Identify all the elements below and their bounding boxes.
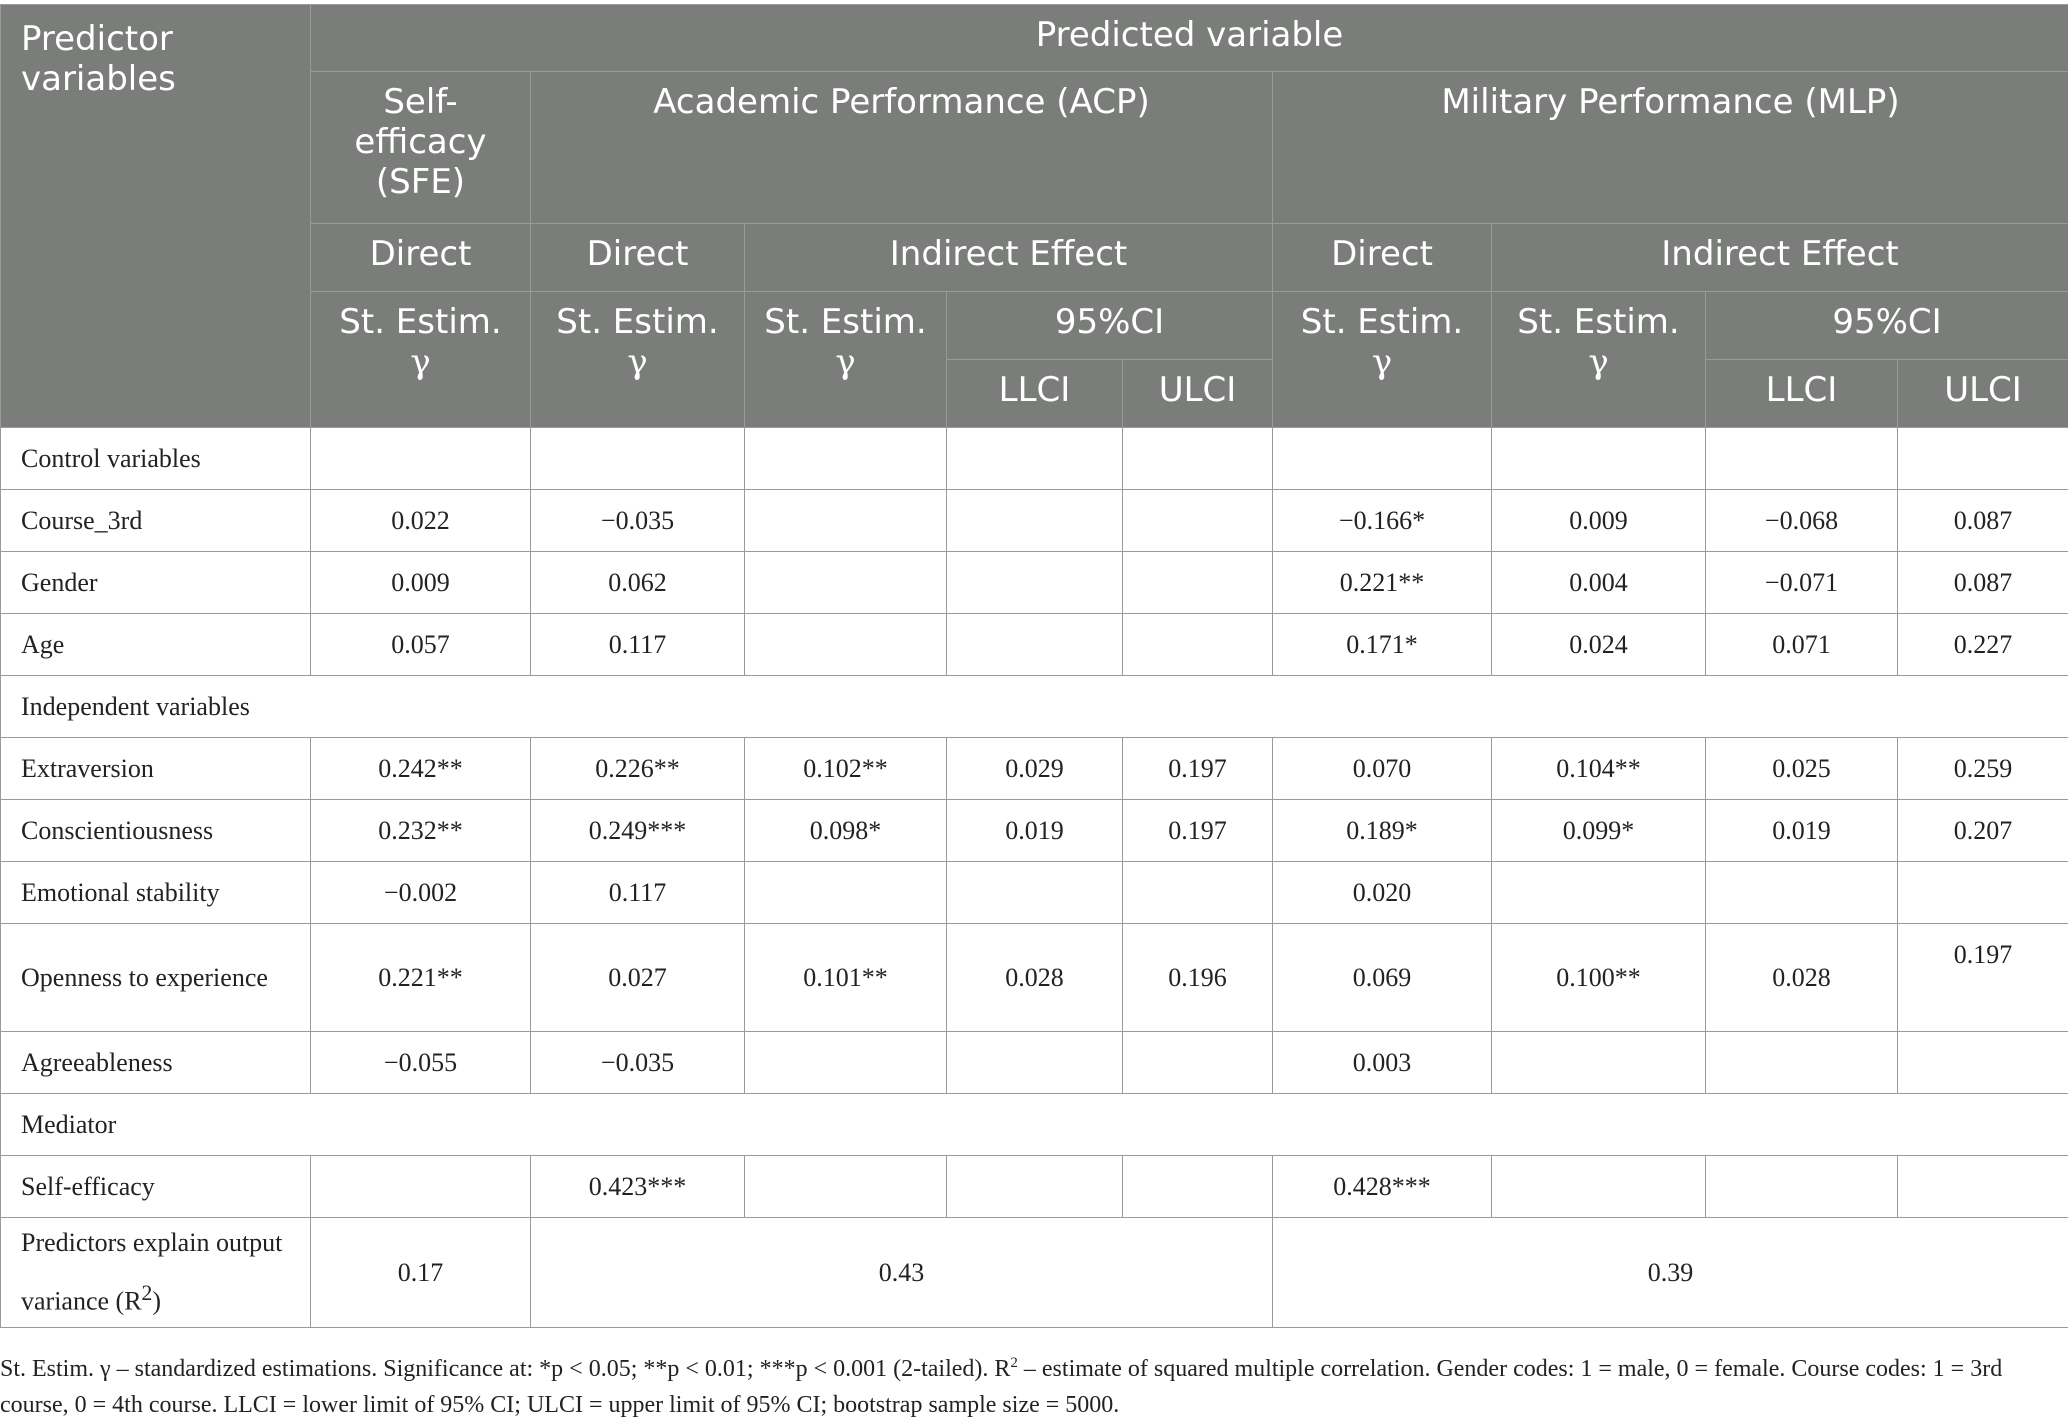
cell-acp-indirect [745,552,947,614]
cell-acp-direct: 0.027 [531,924,745,1032]
table-row [1,738,2068,800]
cell-mlp-ulci [1898,1032,2068,1094]
table-body [1,428,2068,1328]
cell-acp-indirect: 0.102** [745,738,947,800]
section-row [1,1094,2068,1156]
cell-mlp-llci: −0.071 [1706,552,1898,614]
table-row [1,862,2068,924]
cell-mlp-direct: 0.221** [1273,552,1492,614]
cell-acp-direct: 0.117 [531,614,745,676]
header-mlp-direct: Direct [1273,224,1492,292]
table-footnote: St. Estim. γ – standardized estimations. Significance at: *p < 0.05; **p < 0.01; ***p < 0.001 (2-tailed). $R^2$ – estimate of squared multiple correlation. Gender codes: 1 = male, 0 = female. Course codes: 1 = 3rd course, 0 = 4th course. LLCI = lower limit of 95% CI; ULCI = upper limit of 95% CI; bootstrap sample size = 5000. [0,1345,2060,1423]
row-label: Extraversion [1,738,311,800]
table-row [1,614,2068,676]
section-label: Mediator [1,1094,2068,1156]
cell-acp-direct: 0.117 [531,862,745,924]
cell-acp-direct: 0.062 [531,552,745,614]
header-mlp-llci: LLCI [1706,360,1898,428]
cell-acp-indirect [745,1032,947,1094]
cell-sfe [311,1156,531,1218]
cell-acp-ulci [1123,1156,1273,1218]
cell-sfe: −0.002 [311,862,531,924]
row-label: Age [1,614,311,676]
cell-mlp-direct: 0.171* [1273,614,1492,676]
cell-acp-ulci: 0.196 [1123,924,1273,1032]
cell-mlp-ulci: 0.087 [1898,552,2068,614]
cell-acp-ulci: 0.197 [1123,800,1273,862]
cell-mlp-indirect: 0.104** [1492,738,1706,800]
cell-acp-llci [947,614,1123,676]
cell-sfe: 0.232** [311,800,531,862]
r2-row [1,1218,2068,1328]
cell-mlp-direct: 0.070 [1273,738,1492,800]
cell-acp-indirect: 0.098* [745,800,947,862]
cell-mlp-direct: 0.428*** [1273,1156,1492,1218]
cell-acp-llci [947,552,1123,614]
cell-mlp-llci: 0.025 [1706,738,1898,800]
header-mlp: Military Performance (MLP) [1273,72,2068,224]
header-mlp-ulci: ULCI [1898,360,2068,428]
r2-mlp: 0.39 [1273,1218,2068,1328]
cell-mlp-direct: −0.166* [1273,490,1492,552]
cell-mlp-ulci: 0.087 [1898,490,2068,552]
header-acp-ulci: ULCI [1123,360,1273,428]
cell-mlp-llci [1706,862,1898,924]
cell-acp-direct: −0.035 [531,1032,745,1094]
header-mlp-ci: 95%CI [1706,292,2068,360]
cell-acp-direct: 0.226** [531,738,745,800]
cell-acp-direct: −0.035 [531,490,745,552]
header-sfe-estim: St. Estim. γ [311,292,531,428]
header-predicted-variable: Predicted variable [311,5,2068,72]
row-label: Gender [1,552,311,614]
table-row [1,552,2068,614]
cell-mlp-llci: −0.068 [1706,490,1898,552]
table-row [1,490,2068,552]
section-label: Independent variables [1,676,2068,738]
cell-mlp-ulci: 0.227 [1898,614,2068,676]
cell-acp-llci [947,862,1123,924]
cell-mlp-indirect: 0.024 [1492,614,1706,676]
r2-label: Predictors explain output variance $(R^2)$ [1,1218,311,1328]
cell-sfe: 0.242** [311,738,531,800]
header-mlp-indirect-estim: St. Estim. γ [1492,292,1706,428]
cell-acp-direct: 0.423*** [531,1156,745,1218]
table-row [1,1032,2068,1094]
cell-acp-indirect [745,490,947,552]
header-acp-llci: LLCI [947,360,1123,428]
cell-acp-llci [947,1032,1123,1094]
r2-sfe: 0.17 [311,1218,531,1328]
cell-mlp-direct: 0.020 [1273,862,1492,924]
cell-mlp-direct: 0.189* [1273,800,1492,862]
cell-sfe: −0.055 [311,1032,531,1094]
cell-mlp-direct: 0.003 [1273,1032,1492,1094]
cell-mlp-llci [1706,1032,1898,1094]
cell-acp-ulci [1123,1032,1273,1094]
cell-acp-ulci: 0.197 [1123,738,1273,800]
cell-sfe: 0.221** [311,924,531,1032]
row-label: Conscientiousness [1,800,311,862]
cell-acp-llci [947,490,1123,552]
header-acp: Academic Performance (ACP) [531,72,1273,224]
row-label: Self-efficacy [1,1156,311,1218]
cell-sfe: 0.022 [311,490,531,552]
cell-sfe: 0.009 [311,552,531,614]
cell-acp-ulci [1123,862,1273,924]
cell-mlp-indirect: 0.009 [1492,490,1706,552]
cell-mlp-llci: 0.028 [1706,924,1898,1032]
cell-mlp-indirect: 0.100** [1492,924,1706,1032]
cell-sfe: 0.057 [311,614,531,676]
cell-acp-ulci [1123,552,1273,614]
cell-mlp-ulci: 0.197 [1898,924,2068,1032]
cell-mlp-indirect [1492,1156,1706,1218]
header-sfe-direct: Direct [311,224,531,292]
cell-mlp-llci [1706,1156,1898,1218]
cell-acp-llci: 0.028 [947,924,1123,1032]
cell-mlp-direct: 0.069 [1273,924,1492,1032]
cell-acp-llci [947,1156,1123,1218]
table-row [1,924,2068,1032]
cell-acp-ulci [1123,490,1273,552]
header-mlp-indirect: Indirect Effect [1492,224,2068,292]
section-row [1,428,2068,490]
section-row [1,676,2068,738]
table-row [1,1156,2068,1218]
row-label: Course_3rd [1,490,311,552]
cell-mlp-ulci: 0.207 [1898,800,2068,862]
cell-mlp-indirect [1492,862,1706,924]
cell-acp-llci: 0.029 [947,738,1123,800]
row-label: Agreeableness [1,1032,311,1094]
cell-acp-llci: 0.019 [947,800,1123,862]
row-label: Emotional stability [1,862,311,924]
cell-acp-direct: 0.249*** [531,800,745,862]
header-sfe: Self-efficacy (SFE) [311,72,531,224]
header-acp-ci: 95%CI [947,292,1273,360]
cell-mlp-indirect: 0.004 [1492,552,1706,614]
cell-acp-indirect: 0.101** [745,924,947,1032]
cell-acp-ulci [1123,614,1273,676]
header-mlp-direct-estim: St. Estim. γ [1273,292,1492,428]
cell-mlp-llci: 0.071 [1706,614,1898,676]
cell-mlp-ulci [1898,1156,2068,1218]
header-predictor-variables: Predictor variables [1,5,311,428]
header-acp-indirect: Indirect Effect [745,224,1273,292]
cell-acp-indirect [745,614,947,676]
cell-acp-indirect [745,1156,947,1218]
cell-mlp-ulci: 0.259 [1898,738,2068,800]
header-acp-direct-estim: St. Estim. γ [531,292,745,428]
section-label: Control variables [1,428,311,490]
cell-mlp-indirect [1492,1032,1706,1094]
r2-acp: 0.43 [531,1218,1273,1328]
table-row [1,800,2068,862]
header-acp-direct: Direct [531,224,745,292]
table-header [1,5,2068,428]
cell-mlp-llci: 0.019 [1706,800,1898,862]
cell-mlp-ulci [1898,862,2068,924]
header-acp-indirect-estim: St. Estim. γ [745,292,947,428]
cell-mlp-indirect: 0.099* [1492,800,1706,862]
results-table [0,4,2068,1328]
cell-acp-indirect [745,862,947,924]
row-label: Openness to experience [1,924,311,1032]
